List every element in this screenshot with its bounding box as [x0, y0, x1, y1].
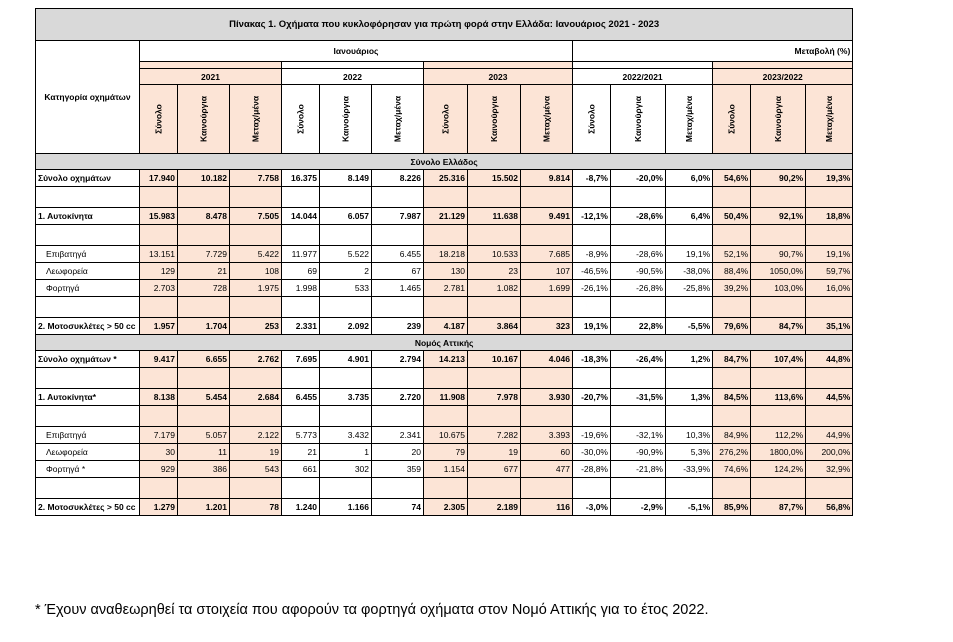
value-cell: 5.454: [178, 389, 230, 406]
value-cell: 21: [282, 444, 320, 461]
value-cell: -28,6%: [611, 246, 666, 263]
value-cell: -90,5%: [611, 263, 666, 280]
value-cell: 10,3%: [666, 427, 713, 444]
value-cell: -90,9%: [611, 444, 666, 461]
value-cell: 90,2%: [751, 170, 806, 187]
value-cell: 52,1%: [713, 246, 751, 263]
subheader-label: Σύνολο: [726, 104, 737, 134]
value-cell: 10.675: [424, 427, 468, 444]
table-row: [36, 318, 853, 335]
value-cell: -28,8%: [573, 461, 611, 478]
value-cell: -20,0%: [611, 170, 666, 187]
value-cell: 84,7%: [751, 318, 806, 335]
table-row: [36, 246, 853, 263]
subheader-cell: [751, 85, 806, 154]
value-cell: 9.491: [521, 208, 573, 225]
change-header: Μεταβολή (%): [573, 41, 853, 62]
value-cell: 8.149: [320, 170, 372, 187]
value-cell: 6.655: [178, 351, 230, 368]
value-cell: 3.930: [521, 389, 573, 406]
value-cell: -28,6%: [611, 208, 666, 225]
value-cell: 112,2%: [751, 427, 806, 444]
value-cell: 19,1%: [666, 246, 713, 263]
value-cell: 2.781: [424, 280, 468, 297]
value-cell: 1,2%: [666, 351, 713, 368]
value-cell: 1.201: [178, 499, 230, 516]
value-cell: 8.478: [178, 208, 230, 225]
value-cell: 18,8%: [806, 208, 853, 225]
value-cell: 6.455: [372, 246, 424, 263]
value-cell: 2.189: [468, 499, 521, 516]
subheader-label: Σύνολο: [586, 104, 597, 134]
subheader-label: Σύνολο: [440, 104, 451, 134]
value-cell: 7.987: [372, 208, 424, 225]
value-cell: 1.704: [178, 318, 230, 335]
value-cell: 56,8%: [806, 499, 853, 516]
value-cell: 7.758: [230, 170, 282, 187]
value-cell: 22,8%: [611, 318, 666, 335]
value-cell: 7.695: [282, 351, 320, 368]
value-cell: -5,5%: [666, 318, 713, 335]
subheader-cell: [468, 85, 521, 154]
subheader-label: Καινούργια: [340, 96, 351, 142]
value-cell: 3.735: [320, 389, 372, 406]
value-cell: 84,5%: [713, 389, 751, 406]
value-cell: -5,1%: [666, 499, 713, 516]
category-header: Κατηγορία οχημάτων: [36, 41, 140, 154]
value-cell: -3,0%: [573, 499, 611, 516]
row-label: Επιβατηγά: [36, 427, 140, 444]
value-cell: -20,7%: [573, 389, 611, 406]
value-cell: 129: [140, 263, 178, 280]
year-2021-header: 2021: [140, 69, 282, 85]
value-cell: -31,5%: [611, 389, 666, 406]
subheader-cell: [140, 85, 178, 154]
value-cell: 11: [178, 444, 230, 461]
row-label: Φορτηγά: [36, 280, 140, 297]
subheader-cell: [611, 85, 666, 154]
value-cell: 85,9%: [713, 499, 751, 516]
value-cell: 5.422: [230, 246, 282, 263]
value-cell: 15.983: [140, 208, 178, 225]
value-cell: 19,3%: [806, 170, 853, 187]
value-cell: 2: [320, 263, 372, 280]
year-2023-header: 2023: [424, 69, 573, 85]
value-cell: 13.151: [140, 246, 178, 263]
value-cell: 2.092: [320, 318, 372, 335]
value-cell: -26,1%: [573, 280, 611, 297]
subheader-label: Καινούργια: [198, 96, 209, 142]
value-cell: -38,0%: [666, 263, 713, 280]
value-cell: 11.908: [424, 389, 468, 406]
value-cell: 3.432: [320, 427, 372, 444]
value-cell: 728: [178, 280, 230, 297]
value-cell: 677: [468, 461, 521, 478]
value-cell: 200,0%: [806, 444, 853, 461]
value-cell: 67: [372, 263, 424, 280]
table-row: [36, 444, 853, 461]
value-cell: 10.167: [468, 351, 521, 368]
value-cell: 21: [178, 263, 230, 280]
spacer-row: [36, 225, 853, 246]
value-cell: 1: [320, 444, 372, 461]
spacer-row: [36, 368, 853, 389]
value-cell: 44,5%: [806, 389, 853, 406]
value-cell: 239: [372, 318, 424, 335]
value-cell: 35,1%: [806, 318, 853, 335]
subheader-cell: [178, 85, 230, 154]
value-cell: 2.331: [282, 318, 320, 335]
value-cell: 90,7%: [751, 246, 806, 263]
value-cell: 6.057: [320, 208, 372, 225]
value-cell: 1800,0%: [751, 444, 806, 461]
section-header: Σύνολο Ελλάδος: [36, 154, 853, 170]
row-label: Επιβατηγά: [36, 246, 140, 263]
value-cell: 6,4%: [666, 208, 713, 225]
row-label: Λεωφορεία: [36, 444, 140, 461]
value-cell: 3.864: [468, 318, 521, 335]
value-cell: 54,6%: [713, 170, 751, 187]
row-label: Σύνολο οχημάτων: [36, 170, 140, 187]
value-cell: 1.998: [282, 280, 320, 297]
subheader-label: Σύνολο: [153, 104, 164, 134]
value-cell: 19: [230, 444, 282, 461]
value-cell: 477: [521, 461, 573, 478]
value-cell: 23: [468, 263, 521, 280]
value-cell: 7.685: [521, 246, 573, 263]
spacer-row: [36, 187, 853, 208]
subheader-label: Καινούργια: [489, 96, 499, 142]
value-cell: 50,4%: [713, 208, 751, 225]
value-cell: -18,3%: [573, 351, 611, 368]
footnote: * Έχουν αναθεωρηθεί τα στοιχεία που αφορούν τα φορτηγά οχήματα στον Νομό Αττικής για το έτος 2022.: [35, 602, 709, 618]
table-row: [36, 280, 853, 297]
subheader-cell: [713, 85, 751, 154]
value-cell: 5,3%: [666, 444, 713, 461]
table-title: Πίνακας 1. Οχήματα που κυκλοφόρησαν για πρώτη φορά στην Ελλάδα: Ιανουάριος 2021 - 2023: [36, 9, 853, 41]
value-cell: 3.393: [521, 427, 573, 444]
vehicles-table: [35, 8, 853, 516]
row-label: 2. Μοτοσυκλέτες > 50 cc: [36, 499, 140, 516]
value-cell: 2.341: [372, 427, 424, 444]
value-cell: 929: [140, 461, 178, 478]
value-cell: 87,7%: [751, 499, 806, 516]
value-cell: 10.533: [468, 246, 521, 263]
row-label: Φορτηγά *: [36, 461, 140, 478]
value-cell: 8.138: [140, 389, 178, 406]
value-cell: 1.279: [140, 499, 178, 516]
value-cell: -8,9%: [573, 246, 611, 263]
value-cell: 7.282: [468, 427, 521, 444]
table-row: [36, 208, 853, 225]
period-2022-2021-header: 2022/2021: [573, 69, 713, 85]
table-row: [36, 351, 853, 368]
spacer-row: [36, 297, 853, 318]
value-cell: 1,3%: [666, 389, 713, 406]
table-row: [36, 389, 853, 406]
subheader-cell: [573, 85, 611, 154]
value-cell: 10.182: [178, 170, 230, 187]
value-cell: 7.729: [178, 246, 230, 263]
value-cell: 2.794: [372, 351, 424, 368]
subheader-label: Σύνολο: [295, 104, 306, 134]
value-cell: -26,8%: [611, 280, 666, 297]
value-cell: 2.703: [140, 280, 178, 297]
subheader-label: Καινούργια: [633, 96, 643, 142]
row-label: 1. Αυτοκίνητα: [36, 208, 140, 225]
value-cell: 116: [521, 499, 573, 516]
year-2022-header: 2022: [282, 69, 424, 85]
value-cell: 16.375: [282, 170, 320, 187]
subheader-label: Μεταχ/μένα: [824, 95, 835, 143]
section-header: Νομός Αττικής: [36, 335, 853, 351]
value-cell: 19,1%: [573, 318, 611, 335]
value-cell: 84,7%: [713, 351, 751, 368]
value-cell: 19: [468, 444, 521, 461]
value-cell: 1.957: [140, 318, 178, 335]
table-row: [36, 461, 853, 478]
value-cell: 8.226: [372, 170, 424, 187]
value-cell: 108: [230, 263, 282, 280]
value-cell: 25.316: [424, 170, 468, 187]
subheader-label: Καινούργια: [773, 96, 784, 142]
value-cell: 14.044: [282, 208, 320, 225]
table-row: [36, 263, 853, 280]
value-cell: 661: [282, 461, 320, 478]
value-cell: 15.502: [468, 170, 521, 187]
value-cell: 5.057: [178, 427, 230, 444]
row-label: Λεωφορεία: [36, 263, 140, 280]
value-cell: 124,2%: [751, 461, 806, 478]
value-cell: 1.166: [320, 499, 372, 516]
value-cell: 302: [320, 461, 372, 478]
value-cell: 4.901: [320, 351, 372, 368]
value-cell: 1.465: [372, 280, 424, 297]
value-cell: 2.305: [424, 499, 468, 516]
value-cell: 4.046: [521, 351, 573, 368]
value-cell: 19,1%: [806, 246, 853, 263]
subheader-cell: [806, 85, 853, 154]
value-cell: 20: [372, 444, 424, 461]
value-cell: -32,1%: [611, 427, 666, 444]
value-cell: 543: [230, 461, 282, 478]
subheader-cell: [666, 85, 713, 154]
value-cell: 44,9%: [806, 427, 853, 444]
period-2023-2022-header: 2023/2022: [713, 69, 853, 85]
value-cell: 30: [140, 444, 178, 461]
row-label: 2. Μοτοσυκλέτες > 50 cc: [36, 318, 140, 335]
value-cell: 74: [372, 499, 424, 516]
value-cell: 1.240: [282, 499, 320, 516]
january-header: Ιανουάριος: [140, 41, 573, 62]
value-cell: 7.978: [468, 389, 521, 406]
subheader-cell: [372, 85, 424, 154]
value-cell: 84,9%: [713, 427, 751, 444]
table-row: [36, 427, 853, 444]
subheader-cell: [424, 85, 468, 154]
value-cell: 14.213: [424, 351, 468, 368]
value-cell: 11.638: [468, 208, 521, 225]
value-cell: -26,4%: [611, 351, 666, 368]
value-cell: 1050,0%: [751, 263, 806, 280]
value-cell: 69: [282, 263, 320, 280]
value-cell: 323: [521, 318, 573, 335]
value-cell: 113,6%: [751, 389, 806, 406]
value-cell: 11.977: [282, 246, 320, 263]
value-cell: 74,6%: [713, 461, 751, 478]
value-cell: -25,8%: [666, 280, 713, 297]
value-cell: 18.218: [424, 246, 468, 263]
value-cell: 5.773: [282, 427, 320, 444]
value-cell: 130: [424, 263, 468, 280]
subheader-label: Μεταχ/μένα: [541, 95, 552, 143]
row-label: 1. Αυτοκίνητα*: [36, 389, 140, 406]
value-cell: 107,4%: [751, 351, 806, 368]
value-cell: 17.940: [140, 170, 178, 187]
value-cell: 2.762: [230, 351, 282, 368]
value-cell: 6,0%: [666, 170, 713, 187]
value-cell: 79: [424, 444, 468, 461]
value-cell: 1.975: [230, 280, 282, 297]
value-cell: 78: [230, 499, 282, 516]
value-cell: 92,1%: [751, 208, 806, 225]
value-cell: 1.699: [521, 280, 573, 297]
value-cell: 9.814: [521, 170, 573, 187]
subheader-cell: [521, 85, 573, 154]
value-cell: 44,8%: [806, 351, 853, 368]
value-cell: -2,9%: [611, 499, 666, 516]
value-cell: 359: [372, 461, 424, 478]
value-cell: 386: [178, 461, 230, 478]
value-cell: -8,7%: [573, 170, 611, 187]
spacer-row: [36, 478, 853, 499]
value-cell: -19,6%: [573, 427, 611, 444]
value-cell: 103,0%: [751, 280, 806, 297]
value-cell: -12,1%: [573, 208, 611, 225]
value-cell: 4.187: [424, 318, 468, 335]
value-cell: 5.522: [320, 246, 372, 263]
value-cell: 7.505: [230, 208, 282, 225]
value-cell: 2.720: [372, 389, 424, 406]
value-cell: 60: [521, 444, 573, 461]
value-cell: -46,5%: [573, 263, 611, 280]
row-label: Σύνολο οχημάτων *: [36, 351, 140, 368]
value-cell: 1.082: [468, 280, 521, 297]
value-cell: 276,2%: [713, 444, 751, 461]
subheader-cell: [282, 85, 320, 154]
subheader-label: Μεταχ/μένα: [250, 95, 261, 143]
value-cell: 79,6%: [713, 318, 751, 335]
value-cell: 2.684: [230, 389, 282, 406]
value-cell: 32,9%: [806, 461, 853, 478]
value-cell: 39,2%: [713, 280, 751, 297]
table-row: [36, 499, 853, 516]
value-cell: 21.129: [424, 208, 468, 225]
value-cell: 533: [320, 280, 372, 297]
value-cell: 253: [230, 318, 282, 335]
value-cell: 16,0%: [806, 280, 853, 297]
value-cell: -21,8%: [611, 461, 666, 478]
subheader-cell: [230, 85, 282, 154]
value-cell: 6.455: [282, 389, 320, 406]
value-cell: 1.154: [424, 461, 468, 478]
value-cell: 7.179: [140, 427, 178, 444]
value-cell: 59,7%: [806, 263, 853, 280]
value-cell: -30,0%: [573, 444, 611, 461]
value-cell: 107: [521, 263, 573, 280]
subheader-label: Μεταχ/μένα: [392, 95, 403, 143]
value-cell: 88,4%: [713, 263, 751, 280]
value-cell: 2.122: [230, 427, 282, 444]
subheader-cell: [320, 85, 372, 154]
value-cell: 9.417: [140, 351, 178, 368]
table-row: [36, 170, 853, 187]
spacer-row: [36, 406, 853, 427]
subheader-label: Μεταχ/μένα: [684, 95, 695, 143]
value-cell: -33,9%: [666, 461, 713, 478]
